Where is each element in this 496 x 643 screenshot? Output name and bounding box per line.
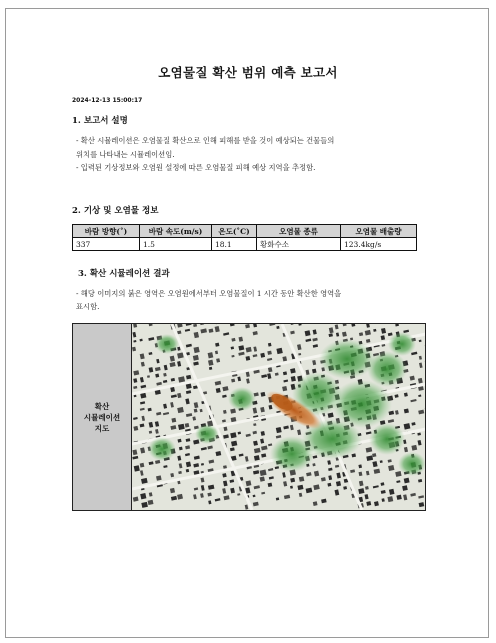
section1-line1: - 확산 시뮬레이션은 오염물질 확산으로 인해 피해를 받을 것이 예상되는 건물들의 [76,136,335,145]
section3-line1: - 해당 이미지의 붉은 영역은 오염원에서부터 오염물질이 1 시간 동안 확산한 영역을 [76,289,342,298]
header-wind-direction: 바람 방향(˚) [73,225,140,238]
cell-emission-rate: 123.4kg/s [341,238,417,251]
section3-line2: 표시함. [76,301,100,311]
table-header-row [73,225,417,238]
map-label-line1: 확산 [94,401,110,411]
simulation-map-box [72,323,426,511]
section3-body [76,288,416,313]
header-temperature: 온도(˚C) [212,225,257,238]
cell-pollutant-type: 황화수소 [257,238,341,251]
report-title: 오염물질 확산 범위 예측 보고서 [158,65,338,80]
header-wind-speed: 바람 속도(m/s) [140,225,212,238]
map-label-line3: 지도 [94,423,110,433]
section1-heading: 1. 보고서 설명 [72,116,128,126]
header-pollutant-type: 오염물 종류 [257,225,341,238]
simulation-map [132,324,425,510]
map-label-line2: 시뮬레이션 [83,412,121,422]
section1-body [76,134,416,175]
section2-heading: 2. 기상 및 오염물 정보 [72,206,159,216]
cell-wind-direction: 337 [73,238,140,251]
weather-pollutant-table [72,224,417,251]
report-timestamp: 2024-12-13 15:00:17 [72,97,143,104]
header-emission-rate: 오염물 배출량 [341,225,417,238]
section1-line2: 위치를 나타내는 시뮬레이션임. [76,149,175,159]
section1-line3: - 입력된 기상정보와 오염원 설정에 따른 오염물질 피해 예상 지역을 추정함. [76,163,316,172]
simulation-map-image [132,324,425,510]
cell-wind-speed: 1.5 [140,238,212,251]
table-row [73,238,417,251]
section3-heading: 3. 확산 시뮬레이션 결과 [78,269,170,279]
cell-temperature: 18.1 [212,238,257,251]
simulation-map-label [73,324,132,510]
